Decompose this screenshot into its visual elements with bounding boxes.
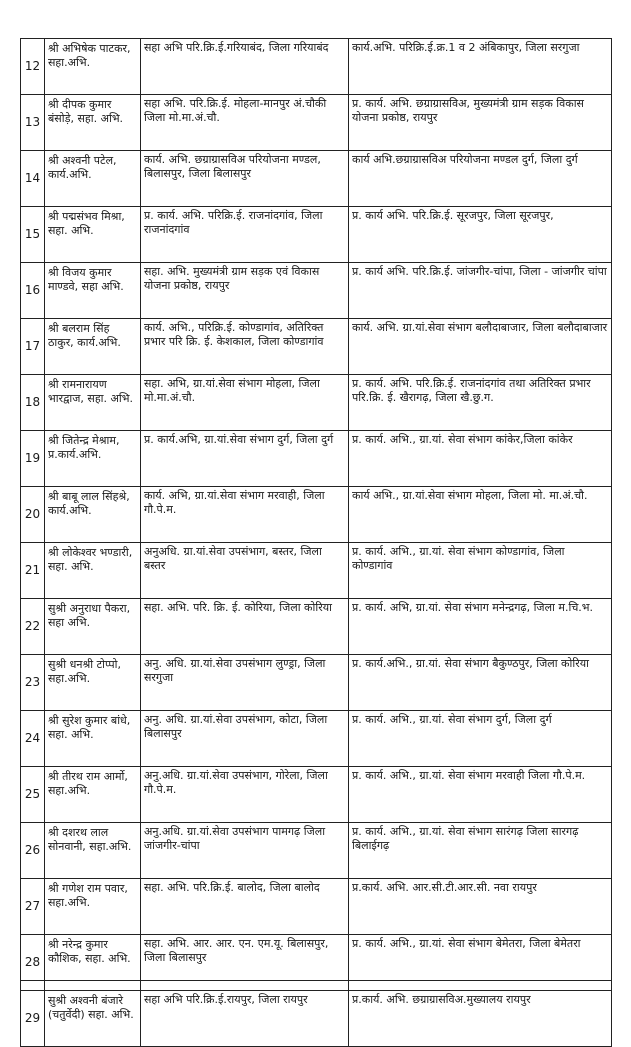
current-posting-cell: सहा. अभि, ग्रा.यां.सेवा संभाग मोहला, जिला मो.मा.अं.चौ. <box>141 375 349 431</box>
table-row <box>21 319 612 375</box>
table-row <box>21 655 612 711</box>
transfer-list-sheet <box>20 38 611 1047</box>
officer-name-cell: श्री दशरथ लाल सोनवानी, सहा.अभि. <box>45 823 141 879</box>
new-posting-cell: प्र. कार्य. अभि., ग्रा.यां. सेवा संभाग बेमेतरा, जिला बेमेतरा <box>349 935 612 991</box>
new-posting-cell: प्र. कार्य. अभि., ग्रा.यां. सेवा संभाग दुर्ग, जिला दुर्ग <box>349 711 612 767</box>
serial-number-cell: 27 <box>21 879 45 935</box>
officer-name-cell: श्री लोकेश्वर भण्डारी, सहा. अभि. <box>45 543 141 599</box>
serial-number-cell: 20 <box>21 487 45 543</box>
current-posting-cell: कार्य. अभि. छग्राग्रासविअ परियोजना मण्डल, बिलासपुर, जिला बिलासपुर <box>141 151 349 207</box>
serial-number-cell: 15 <box>21 207 45 263</box>
serial-number-cell: 28 <box>21 935 45 991</box>
officer-name-cell: श्री जितेन्द्र मेश्राम, प्र.कार्य.अभि. <box>45 431 141 487</box>
serial-number-cell: 18 <box>21 375 45 431</box>
current-posting-cell: सहा. अभि. मुख्यमंत्री ग्राम सड़क एवं विकास योजना प्रकोष्ठ, रायपुर <box>141 263 349 319</box>
officer-name-cell: श्री बाबू लाल सिंहश्रे, कार्य.अभि. <box>45 487 141 543</box>
officer-name-cell: श्री रामनारायण भारद्वाज, सहा. अभि. <box>45 375 141 431</box>
table-row <box>21 95 612 151</box>
table-row <box>21 935 612 991</box>
table-row <box>21 487 612 543</box>
current-posting-cell: प्र. कार्य. अभि. परिक्रि.ई. राजनांदगांव, जिला राजनांदगांव <box>141 207 349 263</box>
table-row <box>21 767 612 823</box>
new-posting-cell: कार्य अभि., ग्रा.यां.सेवा संभाग मोहला, जिला मो. मा.अं.चौ. <box>349 487 612 543</box>
table-row <box>21 39 612 95</box>
current-posting-cell: अनु.अधि. ग्रा.यां.सेवा उपसंभाग, गोरेला, जिला गौ.पे.म. <box>141 767 349 823</box>
current-posting-cell: सहा. अभि. आर. आर. एन. एम.यू. बिलासपुर, जिला बिलासपुर <box>141 935 349 991</box>
serial-number-cell: 17 <box>21 319 45 375</box>
serial-number-cell: 14 <box>21 151 45 207</box>
new-posting-cell: कार्य. अभि. ग्रा.यां.सेवा संभाग बलौदाबाजार, जिला बलौदाबाजार <box>349 319 612 375</box>
table-row <box>21 711 612 767</box>
table-row <box>21 151 612 207</box>
current-posting-cell: कार्य. अभि., परिक्रि.ई. कोण्डागांव, अतिरिक्त प्रभार परि क्रि. ई. केशकाल, जिला कोण्डागांव <box>141 319 349 375</box>
new-posting-cell: प्र. कार्य. अभि. परि.क्रि.ई. राजनांदगांव तथा अतिरिक्त प्रभार परि.क्रि. ई. खैरागढ़, जिला खै.छु.ग. <box>349 375 612 431</box>
serial-number-cell: 16 <box>21 263 45 319</box>
serial-number-cell: 12 <box>21 39 45 95</box>
table-bottom-border <box>20 980 611 981</box>
new-posting-cell: प्र. कार्य अभि. परि.क्रि.ई. जांजगीर-चांपा, जिला - जांजगीर चांपा <box>349 263 612 319</box>
table-row <box>21 599 612 655</box>
new-posting-cell: कार्य.अभि. परिक्रि.ई.क्र.1 व 2 अंबिकापुर, जिला सरगुजा <box>349 39 612 95</box>
table-row <box>21 207 612 263</box>
officer-name-cell: सुश्री अनुराधा पैकरा, सहा अभि. <box>45 599 141 655</box>
current-posting-cell: कार्य. अभि, ग्रा.यां.सेवा संभाग मरवाही, जिला गौ.पे.म. <box>141 487 349 543</box>
new-posting-cell: प्र. कार्य. अभि., ग्रा.यां. सेवा संभाग मरवाही जिला गौ.पे.म. <box>349 767 612 823</box>
officer-name-cell: श्री बलराम सिंह ठाकुर, कार्य.अभि. <box>45 319 141 375</box>
table-row <box>21 543 612 599</box>
officer-name-cell: श्री दीपक कुमार बंसोड़े, सहा. अभि. <box>45 95 141 151</box>
table-row <box>21 431 612 487</box>
current-posting-cell: प्र. कार्य.अभि, ग्रा.यां.सेवा संभाग दुर्ग, जिला दुर्ग <box>141 431 349 487</box>
serial-number-cell: 24 <box>21 711 45 767</box>
serial-number-cell: 26 <box>21 823 45 879</box>
new-posting-cell: प्र. कार्य.अभि., ग्रा.यां. सेवा संभाग बैकुण्ठपुर, जिला कोरिया <box>349 655 612 711</box>
serial-number-cell: 25 <box>21 767 45 823</box>
officer-name-cell: श्री अभिषेक पाटकर, सहा.अभि. <box>45 39 141 95</box>
current-posting-cell: अनु. अधि. ग्रा.यां.सेवा उपसंभाग, कोटा, जिला बिलासपुर <box>141 711 349 767</box>
current-posting-cell: अनु.अधि. ग्रा.यां.सेवा उपसंभाग पामगढ़ जिला जांजगीर-चांपा <box>141 823 349 879</box>
current-posting-cell: सहा अभि परि.क्रि.ई.रायपुर, जिला रायपुर <box>141 991 349 1047</box>
officer-name-cell: सुश्री अश्वनी बंजारे (चतुर्वेदी) सहा. अभि. <box>45 991 141 1047</box>
serial-number-cell: 19 <box>21 431 45 487</box>
officer-name-cell: सुश्री धनश्री टोप्पो, सहा.अभि. <box>45 655 141 711</box>
new-posting-cell: प्र.कार्य. अभि. छग्राग्रासविअ.मुख्यालय रायपुर <box>349 991 612 1047</box>
serial-number-cell: 22 <box>21 599 45 655</box>
current-posting-cell: अनुअधि. ग्रा.यां.सेवा उपसंभाग, बस्तर, जिला बस्तर <box>141 543 349 599</box>
officer-name-cell: श्री तीरथ राम आर्मो, सहा.अभि. <box>45 767 141 823</box>
table-row <box>21 823 612 879</box>
officer-name-cell: श्री अश्वनी पटेल, कार्य.अभि. <box>45 151 141 207</box>
table-row <box>21 991 612 1047</box>
table-row <box>21 263 612 319</box>
current-posting-cell: सहा. अभि. परि.क्रि.ई. बालोद, जिला बालोद <box>141 879 349 935</box>
officer-name-cell: श्री पद्मसंभव मिश्रा, सहा. अभि. <box>45 207 141 263</box>
officer-name-cell: श्री सुरेश कुमार बांधे, सहा. अभि. <box>45 711 141 767</box>
new-posting-cell: कार्य अभि.छग्राग्रासविअ परियोजना मण्डल दुर्ग, जिला दुर्ग <box>349 151 612 207</box>
current-posting-cell: सहा. अभि. परि. क्रि. ई. कोरिया, जिला कोरिया <box>141 599 349 655</box>
serial-number-cell: 21 <box>21 543 45 599</box>
officer-name-cell: श्री गणेश राम पवार, सहा.अभि. <box>45 879 141 935</box>
new-posting-cell: प्र. कार्य. अभि., ग्रा.यां. सेवा संभाग कांकेर,जिला कांकेर <box>349 431 612 487</box>
officer-name-cell: श्री विजय कुमार माण्डवे, सहा अभि. <box>45 263 141 319</box>
officer-name-cell: श्री नरेन्द्र कुमार कौशिक, सहा. अभि. <box>45 935 141 991</box>
current-posting-cell: सहा अभि. परि.क्रि.ई. मोहला-मानपुर अं.चौकी जिला मो.मा.अं.चौ. <box>141 95 349 151</box>
table-row <box>21 375 612 431</box>
current-posting-cell: सहा अभि परि.क्रि.ई.गरियाबंद, जिला गरियाबंद <box>141 39 349 95</box>
serial-number-cell: 29 <box>21 991 45 1047</box>
new-posting-cell: प्र.कार्य. अभि. आर.सी.टी.आर.सी. नवा रायपुर <box>349 879 612 935</box>
transfer-table <box>20 38 612 1047</box>
new-posting-cell: प्र. कार्य अभि. परि.क्रि.ई. सूरजपुर, जिला सूरजपुर, <box>349 207 612 263</box>
table-row <box>21 879 612 935</box>
new-posting-cell: प्र. कार्य. अभि., ग्रा.यां. सेवा संभाग कोण्डागांव, जिला कोण्डागांव <box>349 543 612 599</box>
serial-number-cell: 23 <box>21 655 45 711</box>
serial-number-cell: 13 <box>21 95 45 151</box>
new-posting-cell: प्र. कार्य. अभि., ग्रा.यां. सेवा संभाग सारंगढ़ जिला सारगढ़ बिलाईगढ़ <box>349 823 612 879</box>
new-posting-cell: प्र. कार्य. अभि. छग्राग्रासविअ, मुख्यमंत्री ग्राम सड़क विकास योजना प्रकोष्ठ, रायपुर <box>349 95 612 151</box>
transfer-table-body <box>21 39 612 1047</box>
new-posting-cell: प्र. कार्य. अभि, ग्रा.यां. सेवा संभाग मनेन्द्रगढ़, जिला म.चि.भ. <box>349 599 612 655</box>
current-posting-cell: अनु. अधि. ग्रा.यां.सेवा उपसंभाग लुण्ड्रा, जिला सरगुजा <box>141 655 349 711</box>
